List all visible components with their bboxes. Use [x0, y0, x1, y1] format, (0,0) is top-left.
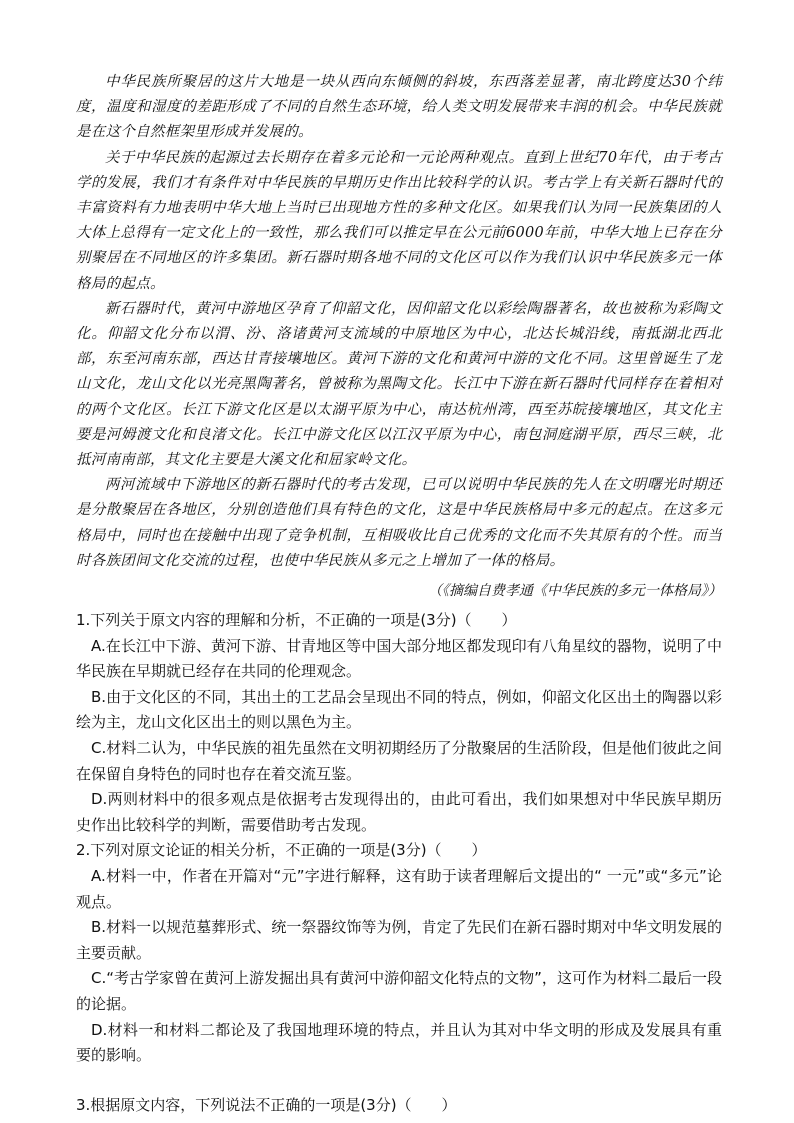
question-3: [76, 1093, 722, 1119]
question-1-stem: 1.下列关于原文内容的理解和分析，不正确的一项是(3分)（ ）: [76, 611, 517, 630]
passage-source: （《摘编自费孝通《中华民族的多元一体格局》）: [428, 583, 722, 600]
reading-passage: [76, 70, 722, 604]
passage-paragraph-3: 新石器时代，黄河中游地区孕育了仰韶文化，因仰韶文化以彩绘陶器著名，故也被称为彩陶文化。仰韶文化分布以渭、汾、洛诸黄河支流域的中原地区为中心，北达长城沿线，南抵湖北西北部，东至河南东部，西达甘青接壤地区。黄河下游的文化和黄河中游的文化不同。这里曾诞生了龙山文化，龙山文化以光亮黑陶著名，曾被称为黑陶文化。长江中下游在新石器时代同样存在着相对的两个文化区。长江下游文化区是以太湖平原为中心，南达杭州湾，西至苏皖接壤地区，其文化主要是河姆渡文化和良渚文化。长江中游文化区以江汉平原为中心，南包洞庭湖平原，西尽三峡，北抵河南南部，其文化主要是大溪文化和屈家岭文化。: [76, 300, 722, 469]
question-1-option-b: B.由于文化区的不同，其出土的工艺品会呈现出不同的特点，例如，仰韶文化区出土的陶器以彩绘为主，龙山文化区出土的则以黑色为主。: [76, 687, 722, 732]
question-2: [76, 838, 722, 1068]
passage-paragraph-1: 中华民族所聚居的这片大地是一块从西向东倾侧的斜坡，东西落差显著，南北跨度达30个纬度，温度和湿度的差距形成了不同的自然生态环境，给人类文明发展带来丰润的机会。中华民族就是在这个自然框架里形成并发展的。: [76, 74, 722, 141]
question-2-stem: 2.下列对原文论证的相关分析，不正确的一项是(3分)（ ）: [76, 841, 487, 860]
passage-paragraph-2: 关于中华民族的起源过去长期存在着多元论和一元论两种观点。直到上世纪70年代，由于考古学的发展，我们才有条件对中华民族的早期历史作出比较科学的认识。考古学上有关新石器时代的丰富资料有力地表明中华大地上当时已出现地方性的多种文化区。如果我们认为同一民族集团的人大体上总得有一定文化上的一致性，那么我们可以推定早在公元前6000年前，中华大地上已存在分别聚居在不同地区的许多集团。新石器时期各地不同的文化区可以作为我们认识中华民族多元一体格局的起点。: [76, 149, 722, 292]
question-2-option-a: A.材料一中，作者在开篇对“元”字进行解释，这有助于读者理解后文提出的“ 一元”或“多元”论观点。: [76, 867, 722, 911]
question-1-option-d: D.两则材料中的很多观点是依据考古发现得出的，由此可看出，我们如果想对中华民族早期历史作出比较科学的判断，需要借助考古发现。: [76, 790, 722, 834]
question-2-option-c: C.“考古学家曾在黄河上游发掘出具有黄河中游仰韶文化特点的文物”，这可作为材料二最后一段的论据。: [76, 969, 722, 1013]
question-1: [76, 608, 722, 838]
question-2-option-d: D.材料一和材料二都论及了我国地理环境的特点，并且认为其对中华文明的形成及发展具有重要的影响。: [76, 1020, 722, 1065]
question-3-stem: 3.根据原文内容，下列说法不正确的一项是(3分)（ ）: [76, 1095, 457, 1114]
passage-paragraph-4: 两河流域中下游地区的新石器时代的考古发现，已可以说明中华民族的先人在文明曙光时期还是分散聚居在各地区，分别创造他们具有特色的文化，这是中华民族格局中多元的起点。在这多元格局中，同时也在接触中出现了竞争机制，互相吸收比自己优秀的文化而不失其原有的个性。而当时各族团间文化交流的过程，也使中华民族从多元之上增加了一体的格局。: [76, 477, 722, 569]
question-1-option-c: C.材料二认为，中华民族的祖先虽然在文明初期经历了分散聚居的生活阶段，但是他们彼此之间在保留自身特色的同时也存在着交流互鉴。: [76, 739, 722, 783]
question-2-option-b: B.材料一以规范墓葬形式、统一祭器纹饰等为例，肯定了先民们在新石器时期对中华文明发展的主要贡献。: [76, 918, 722, 962]
question-1-option-a: A.在长江中下游、黄河下游、甘青地区等中国大部分地区都发现印有八角星纹的器物，说明了中华民族在早期就已经存在共同的伦理观念。: [76, 636, 722, 681]
